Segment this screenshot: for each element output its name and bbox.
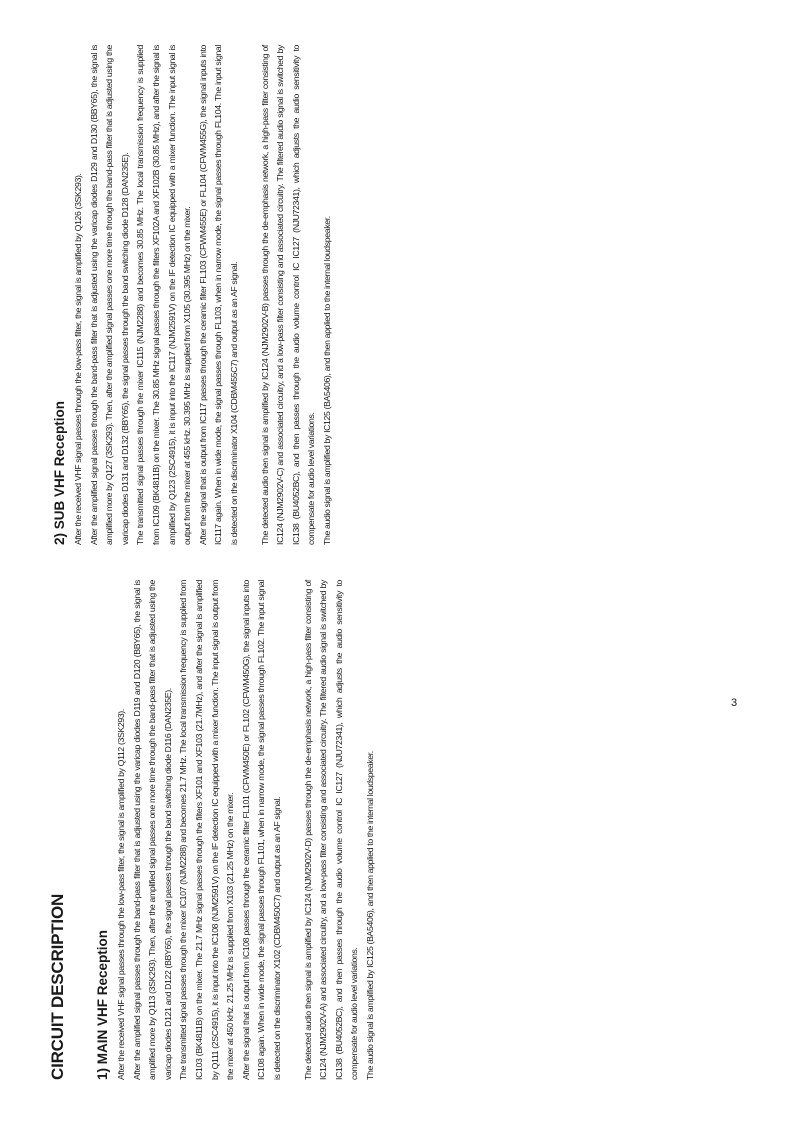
paragraph: The audio signal is amplified by IC125 (BA5406), and then applied to the internal loudspeaker.: [364, 751, 375, 1080]
paragraph: After the received VHF signal passes through the low-pass filter, the signal is amplified by Q126 (3SK293).: [73, 173, 83, 545]
rotated-page-content: [48, 30, 448, 1080]
page-title: CIRCUIT DESCRIPTION: [48, 893, 67, 1080]
paragraph: The audio signal is amplified by IC125 (BA5406), and then applied to the internal loudspeaker.: [321, 216, 332, 545]
paragraph-spacer: [243, 45, 258, 545]
paragraph: The transmitted signal passes through the mixer IC107 (NJM2288) and becomes 21.7 MHz. The local transmission frequency is supplied from IC103 (BK4811B) on the mixer. The 21.7 MHz signal passes through the filters XF101 and XF103 (21.7MHz), and after the signal is amplified by Q111 (2SC4915), it is input into the IC108 (NJM2591V) on the IF detection IC equipped with a mixer function. The input signal is output from the mixer at 450 kHz. 21.25 MHz is supplied from X103 (21.25 MHz) on the mixer.: [178, 580, 236, 1080]
paragraph-spacer: [286, 580, 301, 1080]
page-number: 3: [731, 697, 738, 709]
section-sub-vhf-reception: [52, 45, 336, 545]
paragraph: The detected audio then signal is amplified by IC124 (NJM2902V-D) passes through the de-emphasis network, a high-pass filter consisting of IC124 (NJM2902V-A) and associated circuitry, and a low-pass filter consisting and associated circuitry. The filtered audio signal is switched by IC138 (BU4052BC), and then passes through the audio volume control IC IC127 (NJU72341), which adjusts the audio sensitivity to compensate for audio level variations.: [302, 580, 360, 1080]
paragraph: After the amplified signal passes through the band-pass filter that is adjusted using the varicap diodes D129 and D130 (BBY65), the signal is amplified more by Q127 (3SK293). Then, after the amplified signal passes one more time through the band-pass filter that is adjusted using the varicap diodes D131 and D132 (BBY65), the signal passes through the band switching diode D128 (DAN235E).: [88, 45, 130, 545]
section-heading: 1) MAIN VHF Reception: [95, 929, 110, 1080]
section-heading: 2) SUB VHF Reception: [52, 400, 67, 545]
paragraph: After the signal that is output from IC108 passes through the ceramic filter FL101 (CFWM450E) or FL102 (CFWM450G), the signal inputs into IC108 again. When in wide mode, the signal passes through FL101, when in narrow mode, the signal passes through FL102. The input signal is detected on the discriminator X102 (CDBM450C7) and output as an AF signal.: [240, 580, 282, 1080]
paragraph: After the amplified signal passes through the band-pass filter that is adjusted using the varicap diodes D119 and D120 (BBY65), the signal is amplified more by Q113 (3SK293). Then, after the amplified signal passes one more time through the band-pass filter that is adjusted using the varicap diodes D121 and D122 (BBY65), the signal passes through the band switching diode D116 (DAN235E).: [131, 580, 173, 1080]
section-main-vhf-reception: [95, 580, 379, 1080]
paragraph: After the signal that is output from IC117 passes through the ceramic filter FL103 (CFWM455E) or FL104 (CFWM455G), the signal inputs into IC117 again. When in wide mode, the signal passes through FL103, when in narrow mode, the signal passes through FL104. The input signal is detected on the discriminator X104 (CDBM455C7) and output as an AF signal.: [197, 45, 239, 545]
paragraph: The detected audio then signal is amplified by IC124 (NJM2902V-B) passes through the de-emphasis network, a high-pass filter consisting of IC124 (NJM2902V-C) and associated circuitry, and a low-pass filter consisting and associated circuitry. The filtered audio signal is switched by IC138 (BU4052BC), and then passes through the audio volume control IC IC127 (NJU72341), which adjusts the audio sensitivity to compensate for audio level variations.: [259, 45, 317, 545]
paragraph: After the received VHF signal passes through the low-pass filter, the signal is amplified by Q112 (3SK293).: [116, 709, 126, 1080]
paragraph: The transmitted signal passes through the mixer IC115 (NJM2288) and becomes 30.85 MHz. The local transmission frequency is supplied from IC109 (BK4811B) on the mixer. The 30.85 MHz signal passes through the filters XF102A and XF102B (30.85 MHz), and after the signal is amplified by Q123 (2SC4915), it is input into the IC117 (NJM2591V) on the IF detection IC equipped with a mixer function. The input signal is output from the mixer at 455 kHz. 30.395 MHz is supplied from X105 (30.395 MHz) on the mixer.: [135, 45, 193, 545]
